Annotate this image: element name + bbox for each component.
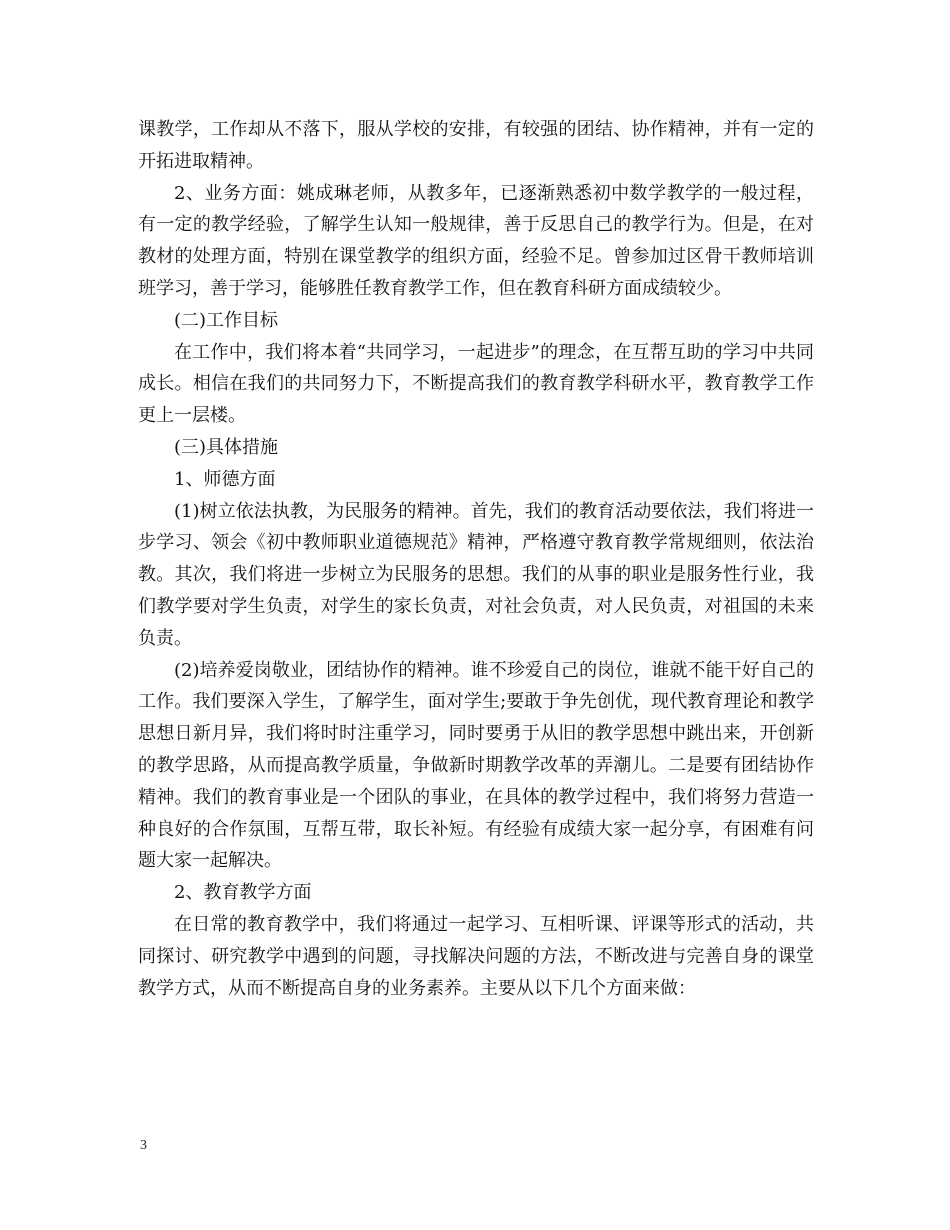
subheading-teaching: 2、教育教学方面 [174,882,312,904]
paragraph-4: 在工作中，我们将本着“共同学习，一起进步”的理念，在互帮互助的学习中共同成长。相信在我们的共同努力下，不断提高我们的教育教学科研水平，教育教学工作更上一层楼。 [138,341,814,427]
paragraph-8: (2)培养爱岗敬业，团结协作的精神。谁不珍爱自己的岗位，谁就不能干好自己的工作。我们要深入学生，了解学生，面对学生;要敢于争先创优，现代教育理论和教学思想日新月异，我们将时时注重学习，同时要勇于从旧的教学思想中跳出来，开创新的教学思路，从而提高教学质量，争做新时期教学改革的弄潮儿。二是要有团结协作精神。我们的教育事业是一个团队的事业，在具体的教学过程中，我们将努力营造一种良好的合作氛围，互帮互带，取长补短。有经验有成绩大家一起分享，有困难有问题大家一起解决。 [138,659,814,872]
paragraph-7: (1)树立依法执教，为民服务的精神。首先，我们的教育活动要依法，我们将进一步学习、领会《初中教师职业道德规范》精神，严格遵守教育教学常规细则，依法治教。其次，我们将进一步树立为民服务的思想。我们的从事的职业是服务性行业，我们教学要对学生负责，对学生的家长负责，对社会负责，对人民负责，对祖国的未来负责。 [138,500,814,649]
page-number: 3 [140,1138,147,1153]
paragraph-2: 2、业务方面：姚成琳老师，从教多年，已逐渐熟悉初中数学教学的一般过程，有一定的教学经验，了解学生认知一般规律，善于反思自己的教学行为。但是，在对教材的处理方面，特别在课堂教学的组织方面，经验不足。曾参加过区骨干教师培训班学习，善于学习，能够胜任教育教学工作，但在教育科研方面成绩较少。 [138,182,814,299]
paragraph-1: 课教学，工作却从不落下，服从学校的安排，有较强的团结、协作精神，并有一定的开拓进取精神。 [138,119,814,172]
section-heading-specific-measures: (三)具体措施 [174,436,279,458]
section-heading-work-goals: (二)工作目标 [174,309,279,331]
subheading-teacher-ethics: 1、师德方面 [174,468,276,490]
document-body [138,114,814,1004]
paragraph-10: 在日常的教育教学中，我们将通过一起学习、互相听课、评课等形式的活动，共同探讨、研究教学中遇到的问题，寻找解决问题的方法，不断改进与完善自身的课堂教学方式，从而不断提高自身的业务素养。主要从以下几个方面来做： [138,913,814,999]
